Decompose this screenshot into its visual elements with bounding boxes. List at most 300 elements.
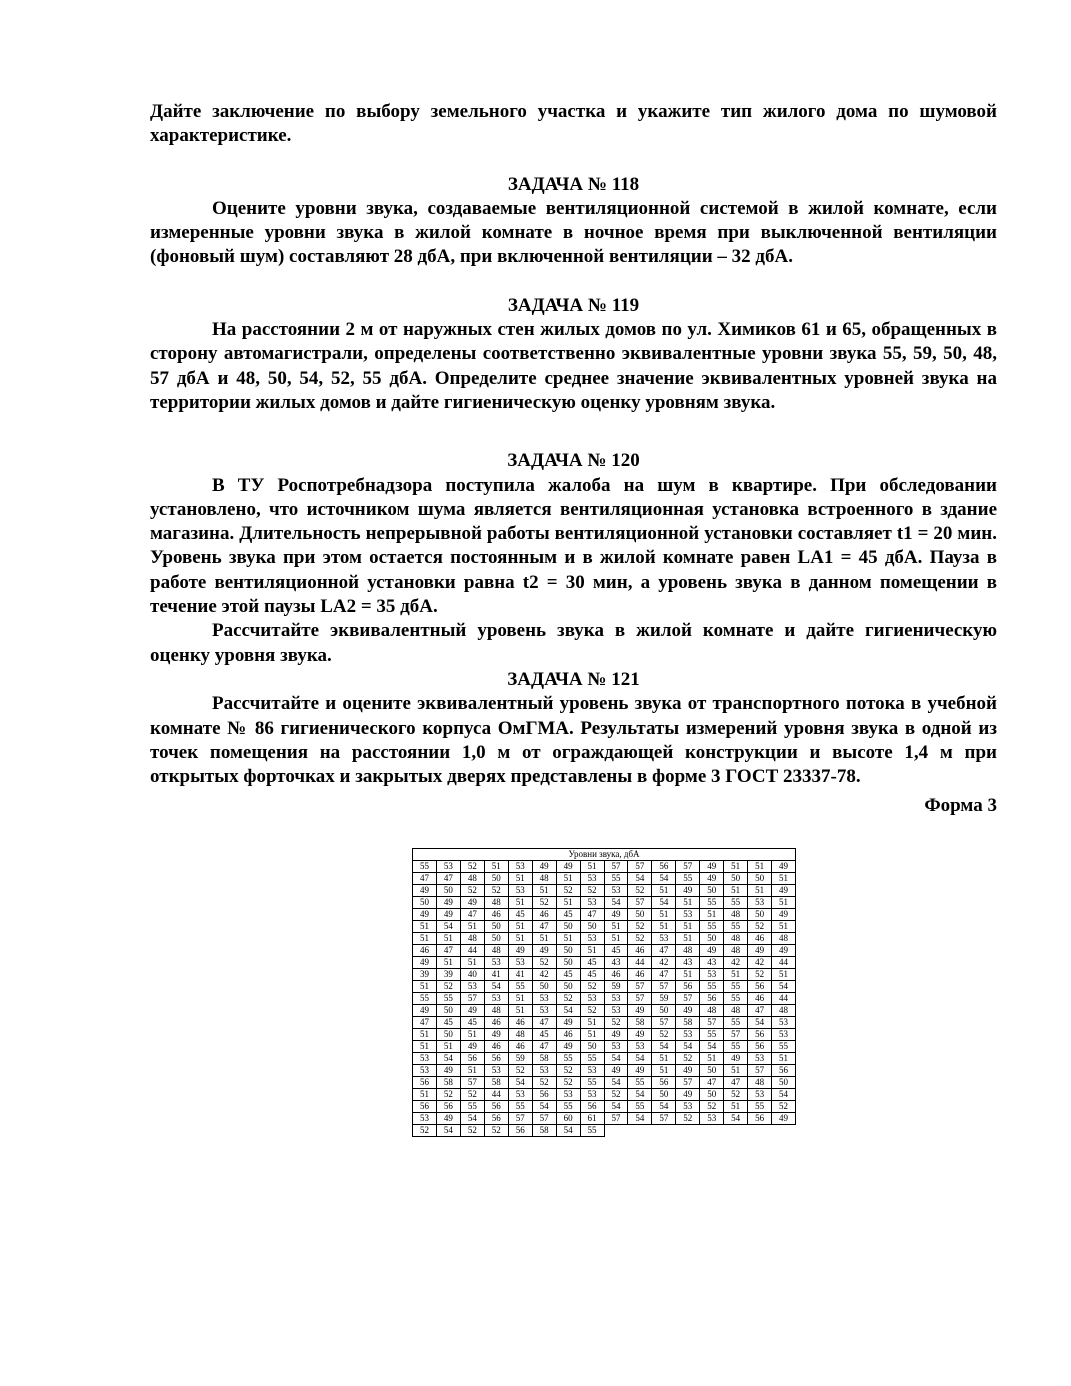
table-cell: 52 bbox=[484, 1125, 508, 1137]
table-row bbox=[413, 969, 796, 981]
table-cell-empty bbox=[628, 1125, 652, 1137]
table-cell: 48 bbox=[724, 945, 748, 957]
table-cell: 51 bbox=[772, 921, 796, 933]
table-cell: 51 bbox=[676, 933, 700, 945]
table-cell: 49 bbox=[532, 861, 556, 873]
table-cell: 45 bbox=[532, 1029, 556, 1041]
table-cell: 49 bbox=[460, 1041, 484, 1053]
table-cell: 57 bbox=[628, 993, 652, 1005]
table-cell: 53 bbox=[580, 1065, 604, 1077]
table-cell: 52 bbox=[460, 1089, 484, 1101]
table-cell: 52 bbox=[580, 981, 604, 993]
table-cell: 49 bbox=[700, 945, 724, 957]
table-cell: 50 bbox=[413, 897, 437, 909]
table-cell: 53 bbox=[508, 885, 532, 897]
table-cell: 45 bbox=[556, 909, 580, 921]
table-cell: 56 bbox=[652, 861, 676, 873]
table-cell: 54 bbox=[508, 1077, 532, 1089]
table-cell: 51 bbox=[700, 909, 724, 921]
table-cell: 52 bbox=[652, 1029, 676, 1041]
table-cell: 55 bbox=[436, 993, 460, 1005]
table-cell: 53 bbox=[532, 1005, 556, 1017]
table-cell: 47 bbox=[413, 1017, 437, 1029]
table-cell: 56 bbox=[748, 981, 772, 993]
table-cell: 50 bbox=[700, 885, 724, 897]
table-cell: 56 bbox=[772, 1065, 796, 1077]
table-cell: 49 bbox=[628, 1065, 652, 1077]
intro-paragraph: Дайте заключение по выбору земельного участка и укажите тип жилого дома по шумовой характеристике. bbox=[150, 101, 997, 147]
table-row bbox=[413, 921, 796, 933]
table-cell: 51 bbox=[532, 933, 556, 945]
table-cell: 52 bbox=[460, 885, 484, 897]
table-row bbox=[413, 885, 796, 897]
table-cell: 49 bbox=[772, 909, 796, 921]
table-cell: 55 bbox=[724, 1041, 748, 1053]
table-cell: 51 bbox=[724, 885, 748, 897]
table-cell: 56 bbox=[484, 1053, 508, 1065]
table-cell: 57 bbox=[652, 1017, 676, 1029]
table-cell: 58 bbox=[628, 1017, 652, 1029]
table-cell: 50 bbox=[724, 873, 748, 885]
table-row bbox=[413, 873, 796, 885]
table-cell: 56 bbox=[484, 1113, 508, 1125]
table-cell: 52 bbox=[532, 957, 556, 969]
table-cell: 51 bbox=[436, 1041, 460, 1053]
table-cell: 45 bbox=[436, 1017, 460, 1029]
table-cell: 49 bbox=[772, 885, 796, 897]
table-cell: 50 bbox=[436, 885, 460, 897]
table-cell: 45 bbox=[460, 1017, 484, 1029]
table-cell: 57 bbox=[604, 861, 628, 873]
table-cell: 56 bbox=[748, 1113, 772, 1125]
table-cell: 51 bbox=[436, 933, 460, 945]
table-cell: 49 bbox=[413, 909, 437, 921]
table-row bbox=[413, 1077, 796, 1089]
table-cell: 55 bbox=[460, 1101, 484, 1113]
table-cell: 57 bbox=[676, 1077, 700, 1089]
table-row bbox=[413, 1041, 796, 1053]
table-cell: 56 bbox=[676, 981, 700, 993]
table-cell-empty bbox=[676, 1125, 700, 1137]
table-cell: 46 bbox=[556, 1029, 580, 1041]
table-cell: 56 bbox=[748, 1029, 772, 1041]
table-cell: 56 bbox=[484, 1101, 508, 1113]
table-cell: 57 bbox=[508, 1113, 532, 1125]
table-cell: 51 bbox=[508, 897, 532, 909]
table-cell: 53 bbox=[700, 1113, 724, 1125]
table-cell: 51 bbox=[460, 1065, 484, 1077]
table-row bbox=[413, 957, 796, 969]
table-cell: 43 bbox=[604, 957, 628, 969]
table-cell: 49 bbox=[604, 909, 628, 921]
table-cell: 53 bbox=[484, 957, 508, 969]
table-cell: 55 bbox=[604, 873, 628, 885]
sound-levels-table-wrapper bbox=[412, 848, 796, 1137]
table-cell: 52 bbox=[556, 885, 580, 897]
table-cell: 53 bbox=[580, 1089, 604, 1101]
table-cell: 54 bbox=[604, 1101, 628, 1113]
table-cell: 57 bbox=[676, 993, 700, 1005]
table-cell: 44 bbox=[772, 957, 796, 969]
table-cell: 49 bbox=[556, 1041, 580, 1053]
table-cell: 53 bbox=[532, 1065, 556, 1077]
table-cell: 53 bbox=[676, 1101, 700, 1113]
table-cell: 52 bbox=[460, 861, 484, 873]
table-cell: 51 bbox=[460, 1029, 484, 1041]
table-cell: 51 bbox=[748, 885, 772, 897]
table-cell: 52 bbox=[700, 1101, 724, 1113]
table-cell: 52 bbox=[772, 1101, 796, 1113]
table-cell: 56 bbox=[413, 1101, 437, 1113]
table-cell: 54 bbox=[436, 921, 460, 933]
table-cell: 48 bbox=[508, 1029, 532, 1041]
table-cell: 54 bbox=[628, 1053, 652, 1065]
table-row bbox=[413, 981, 796, 993]
table-cell: 45 bbox=[580, 957, 604, 969]
table-cell: 55 bbox=[580, 1077, 604, 1089]
table-cell: 52 bbox=[604, 1089, 628, 1101]
table-cell: 50 bbox=[484, 933, 508, 945]
table-cell: 45 bbox=[508, 909, 532, 921]
table-cell: 54 bbox=[484, 981, 508, 993]
table-row bbox=[413, 993, 796, 1005]
table-cell: 50 bbox=[556, 921, 580, 933]
table-cell: 54 bbox=[628, 873, 652, 885]
table-cell: 46 bbox=[748, 933, 772, 945]
table-cell: 52 bbox=[676, 1053, 700, 1065]
table-cell: 45 bbox=[556, 969, 580, 981]
table-cell: 52 bbox=[436, 1089, 460, 1101]
table-cell: 57 bbox=[460, 993, 484, 1005]
table-cell: 52 bbox=[556, 993, 580, 1005]
table-cell: 51 bbox=[652, 1053, 676, 1065]
table-cell: 46 bbox=[484, 909, 508, 921]
table-cell: 51 bbox=[772, 1053, 796, 1065]
table-cell: 55 bbox=[628, 1077, 652, 1089]
table-cell: 46 bbox=[628, 969, 652, 981]
table-cell: 42 bbox=[652, 957, 676, 969]
table-cell: 51 bbox=[748, 861, 772, 873]
table-cell: 57 bbox=[532, 1113, 556, 1125]
table-cell: 54 bbox=[604, 1053, 628, 1065]
table-cell: 42 bbox=[748, 957, 772, 969]
table-cell: 46 bbox=[748, 993, 772, 1005]
table-cell: 51 bbox=[604, 921, 628, 933]
table-cell: 49 bbox=[604, 1065, 628, 1077]
table-cell: 53 bbox=[460, 981, 484, 993]
table-cell: 51 bbox=[676, 897, 700, 909]
table-cell: 49 bbox=[508, 945, 532, 957]
table-cell: 50 bbox=[700, 1089, 724, 1101]
table-cell: 47 bbox=[532, 921, 556, 933]
table-cell: 53 bbox=[604, 1041, 628, 1053]
task-121-text: Рассчитайте и оцените эквивалентный уровень звука от транспортного потока в учебной комнате № 86 гигиенического корпуса ОмГМА. Результаты измерений уровня звука в одной из точек помещения на расстоянии 1,0 м от ограждающей конструкции и высоте 1,4 м при открытых форточках и закрытых дверях представлены в форме 3 ГОСТ 23337-78. bbox=[150, 693, 997, 788]
table-cell: 53 bbox=[772, 1029, 796, 1041]
table-cell: 54 bbox=[676, 1041, 700, 1053]
table-cell: 47 bbox=[652, 969, 676, 981]
table-cell: 44 bbox=[460, 945, 484, 957]
table-cell: 47 bbox=[436, 873, 460, 885]
table-cell: 55 bbox=[700, 1029, 724, 1041]
table-cell: 49 bbox=[676, 1065, 700, 1077]
table-cell-empty bbox=[724, 1125, 748, 1137]
table-cell: 40 bbox=[460, 969, 484, 981]
table-cell: 48 bbox=[724, 1005, 748, 1017]
table-cell: 54 bbox=[772, 1089, 796, 1101]
table-cell: 50 bbox=[652, 1005, 676, 1017]
table-row bbox=[413, 1017, 796, 1029]
table-cell: 50 bbox=[772, 1077, 796, 1089]
table-cell: 51 bbox=[676, 921, 700, 933]
table-cell: 51 bbox=[604, 933, 628, 945]
table-cell: 53 bbox=[772, 1017, 796, 1029]
table-row bbox=[413, 1101, 796, 1113]
table-row bbox=[413, 1065, 796, 1077]
table-cell: 51 bbox=[413, 1041, 437, 1053]
table-cell: 48 bbox=[484, 945, 508, 957]
table-cell: 51 bbox=[460, 921, 484, 933]
table-cell: 46 bbox=[508, 1017, 532, 1029]
table-cell: 49 bbox=[724, 1053, 748, 1065]
table-cell: 54 bbox=[460, 1113, 484, 1125]
table-cell: 52 bbox=[676, 1113, 700, 1125]
table-cell: 53 bbox=[413, 1053, 437, 1065]
table-cell: 46 bbox=[484, 1041, 508, 1053]
table-cell: 53 bbox=[748, 897, 772, 909]
table-cell: 49 bbox=[532, 945, 556, 957]
table-cell: 55 bbox=[724, 921, 748, 933]
table-cell: 55 bbox=[676, 873, 700, 885]
table-cell: 57 bbox=[724, 1029, 748, 1041]
table-cell: 54 bbox=[772, 981, 796, 993]
sound-levels-table bbox=[412, 848, 796, 1137]
table-cell: 51 bbox=[676, 969, 700, 981]
table-cell: 52 bbox=[532, 897, 556, 909]
task-119-heading: ЗАДАЧА № 119 bbox=[507, 294, 640, 316]
table-cell: 46 bbox=[484, 1017, 508, 1029]
table-cell: 56 bbox=[652, 1077, 676, 1089]
table-cell: 54 bbox=[652, 897, 676, 909]
table-cell: 51 bbox=[413, 981, 437, 993]
table-cell: 52 bbox=[413, 1125, 437, 1137]
table-cell: 53 bbox=[508, 957, 532, 969]
table-cell: 51 bbox=[413, 921, 437, 933]
table-cell-empty bbox=[604, 1125, 628, 1137]
table-cell: 51 bbox=[508, 873, 532, 885]
table-cell: 53 bbox=[580, 933, 604, 945]
table-cell: 53 bbox=[676, 1029, 700, 1041]
table-cell: 49 bbox=[676, 885, 700, 897]
table-cell: 45 bbox=[580, 969, 604, 981]
table-cell: 51 bbox=[413, 933, 437, 945]
table-cell: 55 bbox=[700, 981, 724, 993]
table-cell: 47 bbox=[652, 945, 676, 957]
table-cell: 49 bbox=[628, 1005, 652, 1017]
table-cell: 55 bbox=[724, 897, 748, 909]
table-cell: 53 bbox=[484, 1065, 508, 1077]
table-cell: 48 bbox=[484, 897, 508, 909]
table-cell: 48 bbox=[676, 945, 700, 957]
table-cell: 54 bbox=[724, 1113, 748, 1125]
table-cell: 54 bbox=[652, 1041, 676, 1053]
table-caption: Уровни звука, дбА bbox=[413, 849, 796, 861]
table-cell: 52 bbox=[556, 1077, 580, 1089]
table-cell: 49 bbox=[413, 1005, 437, 1017]
table-cell: 47 bbox=[700, 1077, 724, 1089]
table-cell: 53 bbox=[580, 873, 604, 885]
table-cell: 54 bbox=[532, 1101, 556, 1113]
table-cell: 52 bbox=[628, 933, 652, 945]
table-row bbox=[413, 861, 796, 873]
table-cell: 51 bbox=[556, 873, 580, 885]
table-cell: 48 bbox=[772, 933, 796, 945]
table-cell: 41 bbox=[484, 969, 508, 981]
table-row bbox=[413, 1053, 796, 1065]
table-row bbox=[413, 945, 796, 957]
table-cell: 51 bbox=[508, 933, 532, 945]
task-120-heading: ЗАДАЧА № 120 bbox=[507, 450, 640, 472]
table-cell: 53 bbox=[556, 1089, 580, 1101]
table-cell: 52 bbox=[628, 921, 652, 933]
table-cell: 44 bbox=[484, 1089, 508, 1101]
table-cell: 46 bbox=[628, 945, 652, 957]
table-cell: 50 bbox=[700, 1065, 724, 1077]
task-118-heading: ЗАДАЧА № 118 bbox=[507, 173, 640, 195]
table-cell: 55 bbox=[508, 981, 532, 993]
table-cell: 55 bbox=[413, 993, 437, 1005]
table-cell: 51 bbox=[724, 969, 748, 981]
table-cell: 49 bbox=[413, 957, 437, 969]
table-cell: 49 bbox=[748, 945, 772, 957]
table-cell: 46 bbox=[604, 969, 628, 981]
table-cell: 51 bbox=[772, 897, 796, 909]
table-cell: 54 bbox=[700, 1041, 724, 1053]
table-cell: 42 bbox=[724, 957, 748, 969]
table-cell: 51 bbox=[580, 1017, 604, 1029]
table-cell: 58 bbox=[532, 1125, 556, 1137]
table-cell: 51 bbox=[580, 1029, 604, 1041]
table-cell: 55 bbox=[700, 897, 724, 909]
table-cell: 57 bbox=[748, 1065, 772, 1077]
table-cell: 56 bbox=[532, 1089, 556, 1101]
table-cell: 51 bbox=[772, 873, 796, 885]
table-cell: 56 bbox=[748, 1041, 772, 1053]
table-cell: 50 bbox=[652, 1089, 676, 1101]
task-118-text: Оцените уровни звука, создаваемые вентиляционной системой в жилой комнате, если измеренные уровни звука в жилой комнате в ночное время при выключенной вентиляции (фоновый шум) составляют 28 дбА, при включенной вентиляции – 32 дбА. bbox=[150, 197, 997, 268]
table-cell: 55 bbox=[724, 981, 748, 993]
table-cell: 49 bbox=[460, 897, 484, 909]
table-cell: 57 bbox=[460, 1077, 484, 1089]
table-cell: 53 bbox=[580, 897, 604, 909]
table-cell: 54 bbox=[556, 1125, 580, 1137]
table-cell: 42 bbox=[532, 969, 556, 981]
table-cell: 48 bbox=[724, 933, 748, 945]
table-cell: 55 bbox=[580, 1125, 604, 1137]
table-cell: 51 bbox=[413, 1029, 437, 1041]
table-cell: 49 bbox=[772, 945, 796, 957]
table-cell: 58 bbox=[436, 1077, 460, 1089]
table-cell: 50 bbox=[748, 873, 772, 885]
table-cell: 51 bbox=[580, 861, 604, 873]
table-cell: 51 bbox=[652, 885, 676, 897]
table-cell: 55 bbox=[748, 1101, 772, 1113]
table-cell: 55 bbox=[556, 1101, 580, 1113]
table-cell: 47 bbox=[413, 873, 437, 885]
table-cell: 50 bbox=[436, 1005, 460, 1017]
table-cell: 47 bbox=[436, 945, 460, 957]
table-cell: 60 bbox=[556, 1113, 580, 1125]
table-cell: 53 bbox=[628, 1041, 652, 1053]
table-cell: 54 bbox=[556, 1005, 580, 1017]
table-cell: 51 bbox=[508, 1005, 532, 1017]
table-cell: 49 bbox=[556, 861, 580, 873]
table-cell-empty bbox=[652, 1125, 676, 1137]
table-cell: 49 bbox=[436, 909, 460, 921]
table-cell: 61 bbox=[580, 1113, 604, 1125]
table-cell: 51 bbox=[724, 861, 748, 873]
task-120-question: Рассчитайте эквивалентный уровень звука в жилой комнате и дайте гигиеническую оценку уровня звука. bbox=[150, 620, 997, 666]
table-cell: 48 bbox=[532, 873, 556, 885]
table-cell: 54 bbox=[628, 1113, 652, 1125]
table-cell: 49 bbox=[628, 1029, 652, 1041]
table-cell: 49 bbox=[460, 1005, 484, 1017]
table-cell: 53 bbox=[748, 1053, 772, 1065]
table-cell: 53 bbox=[580, 993, 604, 1005]
table-cell: 48 bbox=[772, 1005, 796, 1017]
table-cell: 57 bbox=[700, 1017, 724, 1029]
table-cell: 54 bbox=[604, 1077, 628, 1089]
table-row bbox=[413, 1005, 796, 1017]
table-cell: 51 bbox=[413, 1089, 437, 1101]
table-cell: 59 bbox=[508, 1053, 532, 1065]
table-cell: 52 bbox=[748, 921, 772, 933]
table-cell: 50 bbox=[484, 921, 508, 933]
table-cell: 49 bbox=[700, 861, 724, 873]
table-cell: 55 bbox=[724, 1017, 748, 1029]
table-cell: 54 bbox=[628, 1089, 652, 1101]
table-cell: 53 bbox=[508, 861, 532, 873]
table-cell: 50 bbox=[556, 957, 580, 969]
table-cell: 49 bbox=[772, 1113, 796, 1125]
table-cell: 47 bbox=[532, 1041, 556, 1053]
table-cell: 54 bbox=[748, 1017, 772, 1029]
table-cell: 49 bbox=[436, 1113, 460, 1125]
table-cell: 53 bbox=[604, 993, 628, 1005]
table-cell: 51 bbox=[724, 1065, 748, 1077]
table-cell: 49 bbox=[676, 1089, 700, 1101]
table-cell: 50 bbox=[532, 981, 556, 993]
table-cell: 57 bbox=[676, 861, 700, 873]
table-cell: 53 bbox=[652, 933, 676, 945]
table-cell: 51 bbox=[508, 993, 532, 1005]
table-cell: 50 bbox=[580, 1041, 604, 1053]
table-row bbox=[413, 1113, 796, 1125]
task-121-heading: ЗАДАЧА № 121 bbox=[507, 668, 640, 690]
table-cell: 51 bbox=[772, 969, 796, 981]
table-cell: 52 bbox=[556, 1065, 580, 1077]
table-cell: 54 bbox=[436, 1125, 460, 1137]
table-cell: 53 bbox=[604, 885, 628, 897]
table-cell: 49 bbox=[772, 861, 796, 873]
table-cell: 56 bbox=[413, 1077, 437, 1089]
table-cell: 39 bbox=[436, 969, 460, 981]
table-cell: 57 bbox=[628, 897, 652, 909]
table-cell: 50 bbox=[580, 921, 604, 933]
table-cell: 55 bbox=[413, 861, 437, 873]
table-cell: 54 bbox=[652, 1101, 676, 1113]
table-cell: 53 bbox=[700, 969, 724, 981]
form-label: Форма 3 bbox=[924, 795, 997, 817]
